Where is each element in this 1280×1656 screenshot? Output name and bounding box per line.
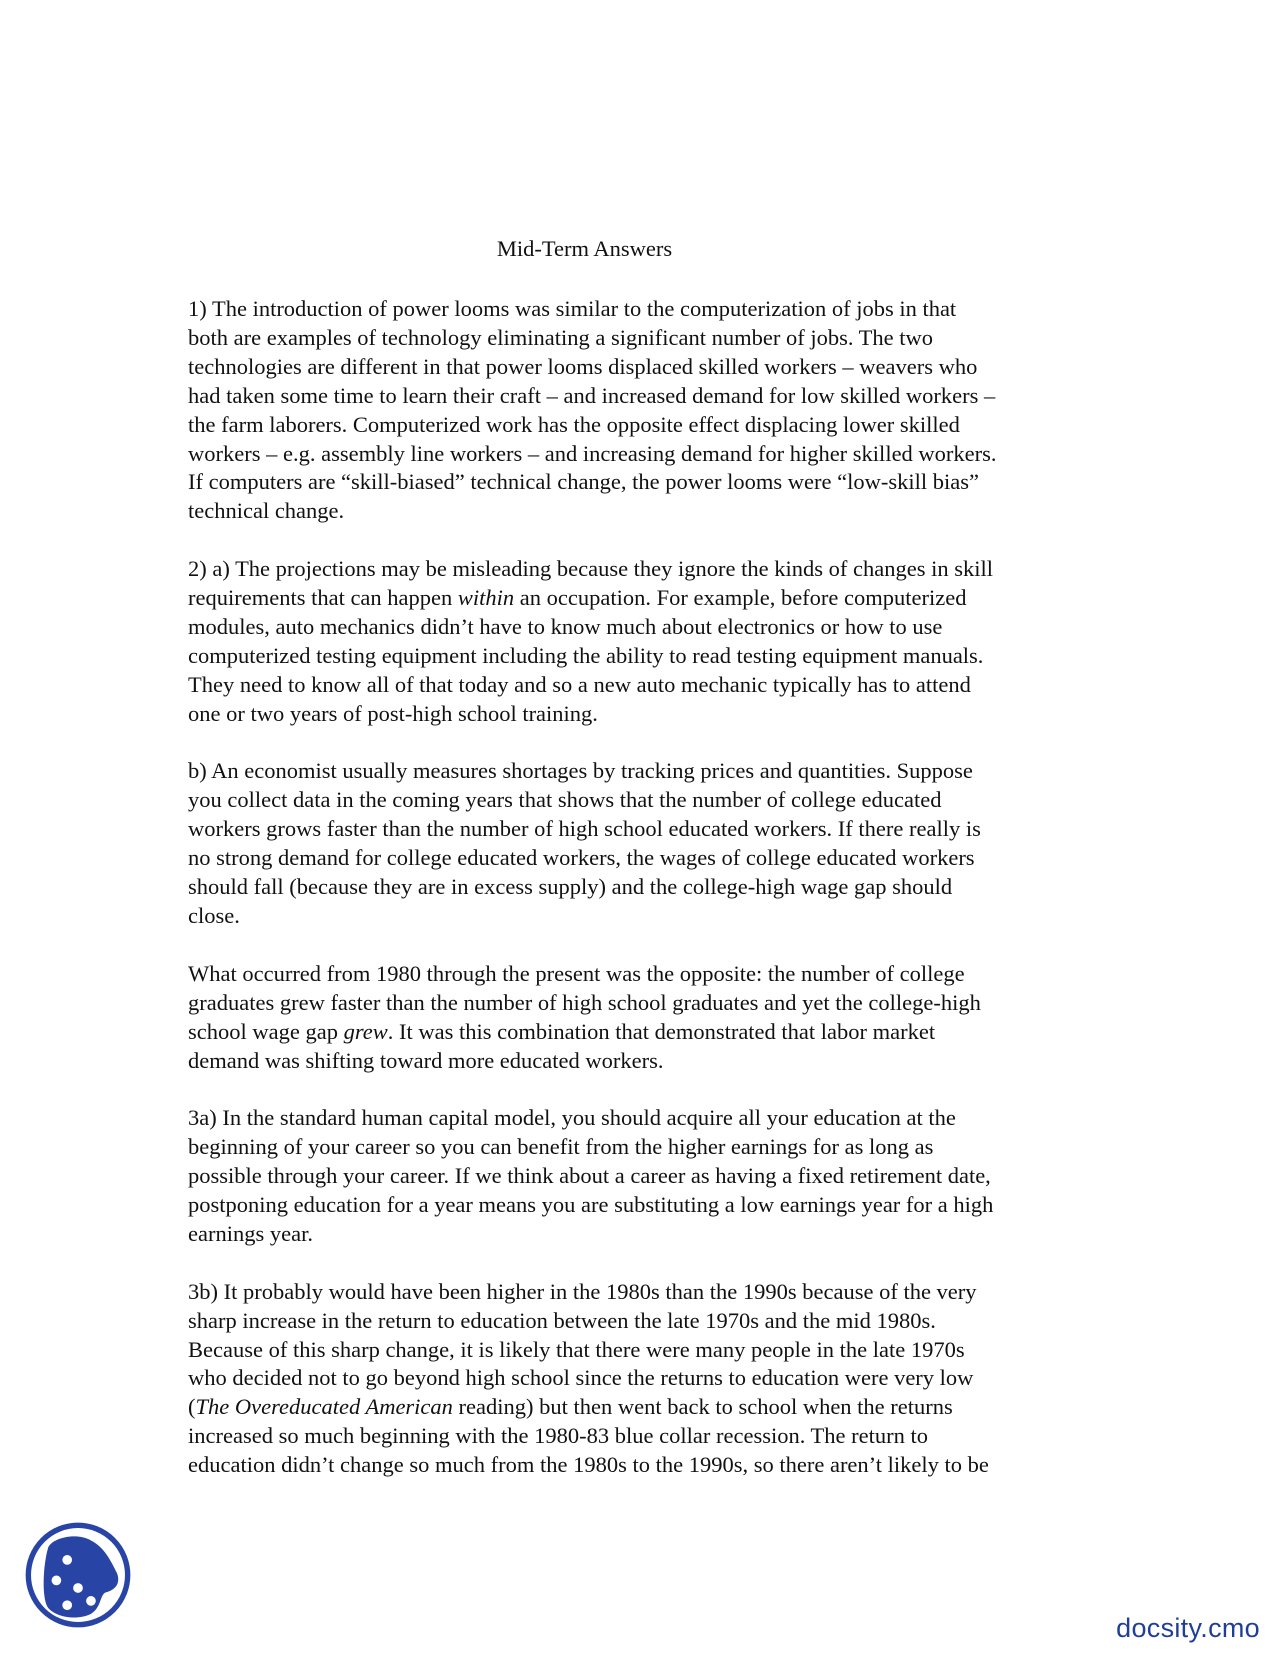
text-segment: education didn’t change so much from the 1980s to the 1990s, so there aren’t likely to be bbox=[188, 1452, 989, 1478]
text-segment: graduates grew faster than the number of high school graduates and yet the college-high bbox=[188, 989, 981, 1015]
text-segment: who decided not to go beyond high school since the returns to education were very low bbox=[188, 1365, 974, 1391]
text-segment: Because of this sharp change, it is likely that there were many people in the late 1970s bbox=[188, 1336, 965, 1362]
text-segment: no strong demand for college educated workers, the wages of college educated workers bbox=[188, 845, 975, 871]
paragraph bbox=[188, 757, 1088, 930]
text-segment: workers grows faster than the number of high school educated workers. If there really is bbox=[188, 816, 981, 842]
paragraph bbox=[188, 1278, 1088, 1480]
text-segment: increased so much beginning with the 1980-83 blue collar recession. The return to bbox=[188, 1423, 929, 1449]
text-segment: technologies are different in that power looms displaced skilled workers – weavers who bbox=[188, 353, 978, 379]
text-line bbox=[188, 324, 1088, 353]
text-segment: demand was shifting toward more educated workers. bbox=[188, 1047, 664, 1073]
text-line bbox=[188, 1133, 1088, 1162]
text-line bbox=[188, 873, 1088, 902]
text-line bbox=[188, 1018, 1088, 1047]
text-segment: b) An economist usually measures shortages by tracking prices and quantities. Suppose bbox=[188, 758, 973, 784]
text-line bbox=[188, 1162, 1088, 1191]
text-line bbox=[188, 671, 1088, 700]
text-line bbox=[188, 353, 1088, 382]
text-segment: What occurred from 1980 through the present was the opposite: the number of college bbox=[188, 960, 965, 986]
page-title: Mid-Term Answers bbox=[496, 236, 673, 261]
text-line bbox=[188, 700, 1088, 729]
text-line bbox=[188, 468, 1088, 497]
text-segment: If computers are “skill-biased” technical change, the power looms were “low-skill bias” bbox=[188, 469, 979, 495]
text-line bbox=[188, 1336, 1088, 1365]
text-segment: They need to know all of that today and so a new auto mechanic typically has to attend bbox=[188, 671, 971, 697]
text-segment: the farm laborers. Computerized work has the opposite effect displacing lower skilled bbox=[188, 411, 960, 437]
text-segment: both are examples of technology eliminating a significant number of jobs. The two bbox=[188, 324, 934, 350]
text-line bbox=[188, 1278, 1088, 1307]
docsity-logo-icon bbox=[24, 1521, 132, 1629]
text-line bbox=[188, 440, 1088, 469]
text-line bbox=[188, 642, 1088, 671]
paragraph bbox=[188, 295, 1088, 526]
text-segment: one or two years of post-high school training. bbox=[188, 700, 598, 726]
text-segment: 3b) It probably would have been higher in the 1980s than the 1990s because of the very bbox=[188, 1278, 977, 1304]
text-segment: postponing education for a year means you are substituting a low earnings year for a high bbox=[188, 1192, 994, 1218]
text-line bbox=[188, 584, 1088, 613]
text-line bbox=[188, 1393, 1088, 1422]
text-segment: sharp increase in the return to education between the late 1970s and the mid 1980s. bbox=[188, 1307, 936, 1333]
paragraph bbox=[188, 1104, 1088, 1249]
text-line bbox=[188, 815, 1088, 844]
text-segment: requirements that can happen bbox=[188, 585, 458, 611]
text-line bbox=[188, 1191, 1088, 1220]
document-body bbox=[188, 295, 1088, 1509]
text-segment: 2) a) The projections may be misleading because they ignore the kinds of changes in skill bbox=[188, 556, 993, 582]
text-line bbox=[188, 960, 1088, 989]
text-line bbox=[188, 844, 1088, 873]
text-line bbox=[188, 555, 1088, 584]
text-line bbox=[188, 1307, 1088, 1336]
text-segment: earnings year. bbox=[188, 1220, 313, 1246]
text-line bbox=[188, 497, 1088, 526]
text-line bbox=[188, 411, 1088, 440]
text-line bbox=[188, 1047, 1088, 1076]
paragraph bbox=[188, 960, 1088, 1076]
text-line bbox=[188, 902, 1088, 931]
text-segment: school wage gap bbox=[188, 1018, 344, 1044]
text-segment: close. bbox=[188, 903, 240, 928]
text-line bbox=[188, 1364, 1088, 1393]
text-line bbox=[188, 1451, 1088, 1480]
text-segment: ( bbox=[188, 1394, 196, 1420]
text-segment: workers – e.g. assembly line workers – and increasing demand for higher skilled workers. bbox=[188, 440, 997, 466]
text-line bbox=[188, 1104, 1088, 1133]
text-segment: had taken some time to learn their craft – and increased demand for low skilled workers – bbox=[188, 382, 996, 408]
text-segment: computerized testing equipment including the ability to read testing equipment manuals. bbox=[188, 642, 984, 668]
text-line bbox=[188, 613, 1088, 642]
text-line bbox=[188, 295, 1088, 324]
text-line bbox=[188, 786, 1088, 815]
docsity-brand-text: docsity.cmo bbox=[1116, 1613, 1260, 1643]
text-segment: you collect data in the coming years that shows that the number of college educated bbox=[188, 787, 942, 813]
text-segment: 3a) In the standard human capital model, you should acquire all your education at the bbox=[188, 1105, 956, 1131]
text-line bbox=[188, 989, 1088, 1018]
text-segment: modules, auto mechanics didn’t have to know much about electronics or how to use bbox=[188, 613, 943, 639]
text-segment: reading) but then went back to school when the returns bbox=[452, 1394, 953, 1420]
text-segment: should fall (because they are in excess supply) and the college-high wage gap should bbox=[188, 874, 953, 900]
text-segment: . It was this combination that demonstrated that labor market bbox=[387, 1018, 936, 1044]
text-line bbox=[188, 1422, 1088, 1451]
text-segment: possible through your career. If we think about a career as having a fixed retirement date, bbox=[188, 1163, 991, 1189]
text-segment: an occupation. For example, before computerized bbox=[514, 585, 967, 611]
text-line bbox=[188, 757, 1088, 786]
text-line bbox=[188, 1220, 1088, 1249]
paragraph bbox=[188, 555, 1088, 728]
text-segment: beginning of your career so you can benefit from the higher earnings for as long as bbox=[188, 1134, 934, 1160]
text-line bbox=[188, 382, 1088, 411]
italic-text: grew bbox=[343, 1018, 388, 1044]
text-segment: technical change. bbox=[188, 498, 345, 524]
text-segment: 1) The introduction of power looms was similar to the computerization of jobs in that bbox=[188, 296, 957, 321]
italic-text: within bbox=[457, 585, 515, 611]
italic-text: The Overeducated American bbox=[195, 1394, 453, 1420]
